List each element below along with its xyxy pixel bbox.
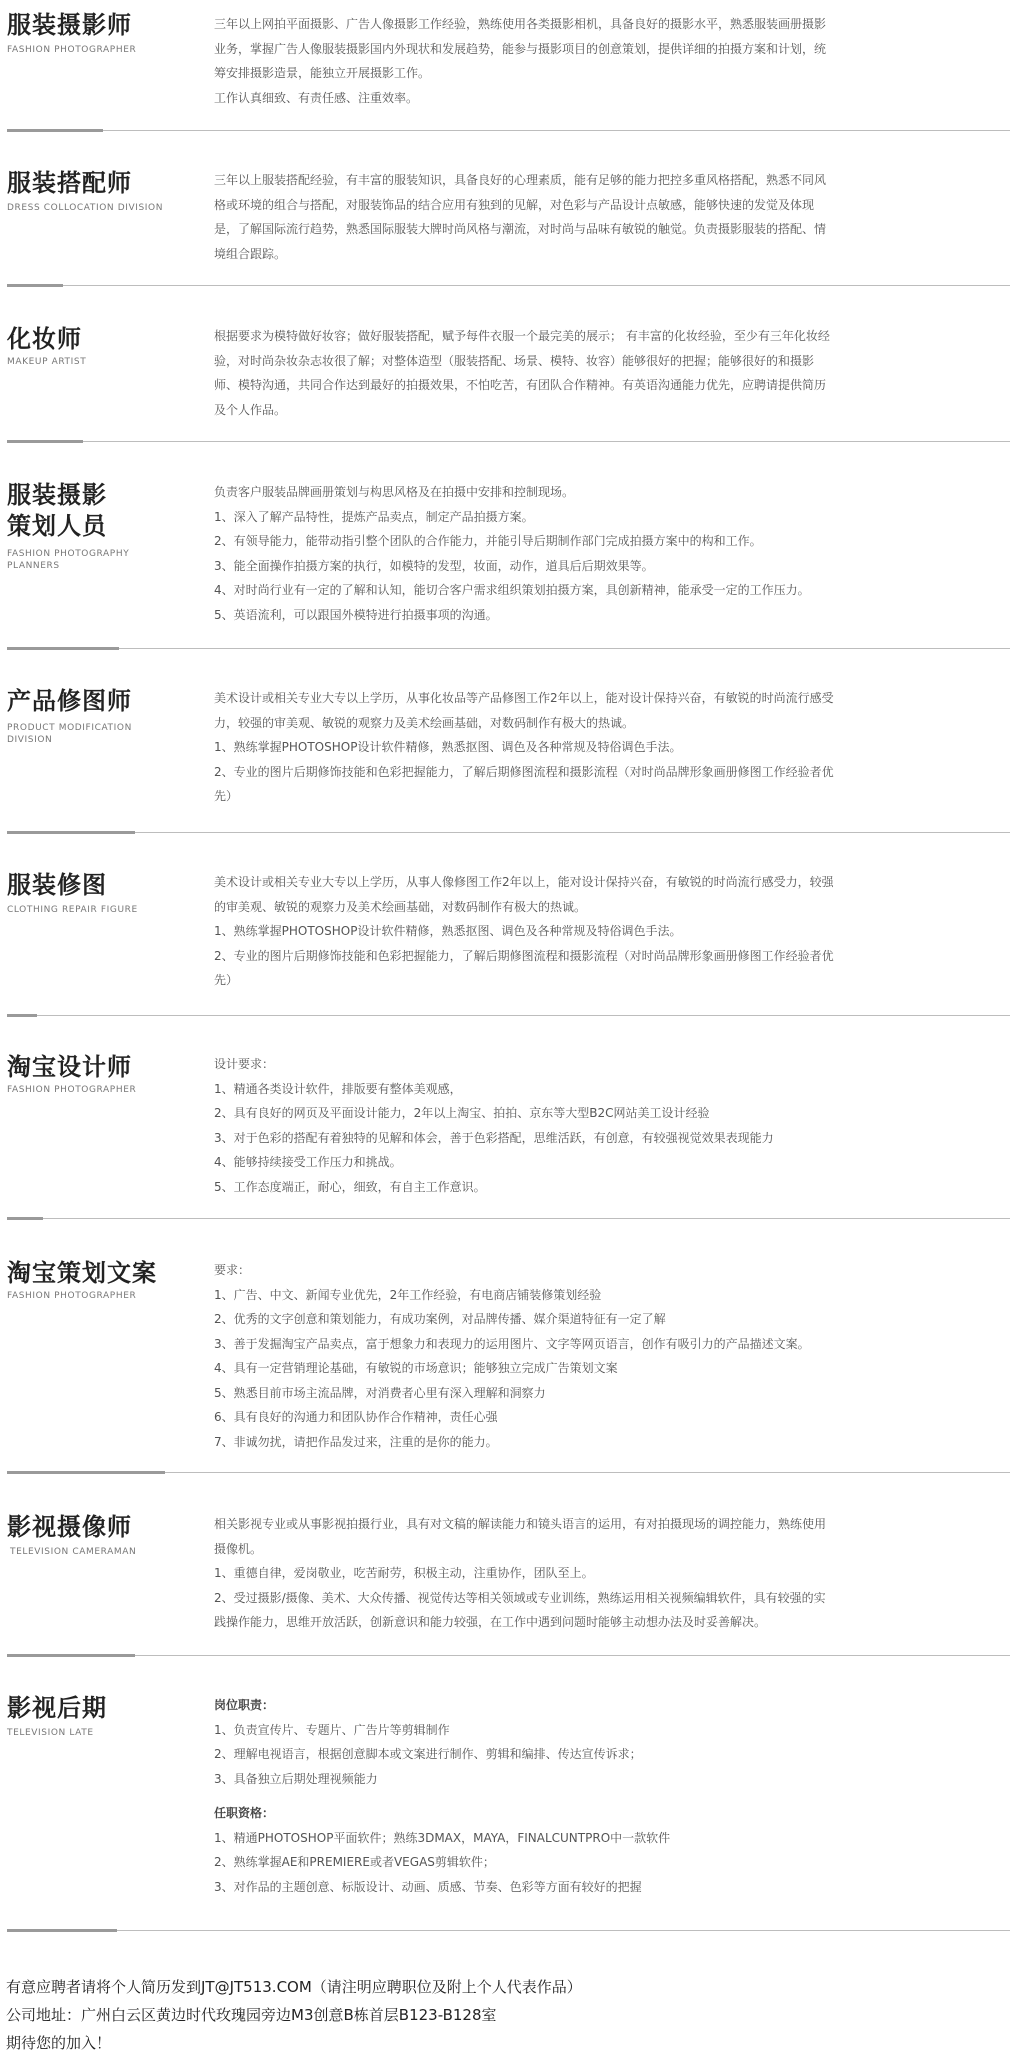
job-subtitle: FASHION PHOTOGRAPHY PLANNERS [7,549,130,571]
desc-line: 2、专业的图片后期修饰技能和色彩把握能力，了解后期修图流程和摄影流程（对时尚品牌形象画册修图工作经验者优 [214,948,834,963]
job-clothing-repair [0,870,1012,1000]
desc-line: 1、精通各类设计软件，排版要有整体美观感， [214,1081,462,1096]
footer-email-line: 有意应聘者请将个人简历发到JT@JT513.COM（请注明应聘职位及附上个人代表作品） [6,1978,582,1996]
desc-line: 1、熟练掌握PHOTOSHOP设计软件精修，熟悉抠图、调色及各种常规及特俗调色手法。 [214,740,682,754]
section-divider [7,832,1010,833]
desc-line: 的审美观、敏锐的观察力及美术绘画基础，对数码制作有极大的热诚。 [214,899,587,914]
job-television-late [0,1693,1012,1913]
desc-line: 及个人作品。 [214,402,287,417]
job-description [214,480,984,627]
job-description [214,1052,984,1199]
desc-line: 验，对时尚杂妆杂志妆很了解；对整体造型（服装搭配、场景、模特、妆容）能够很好的把握；能够很好的和摄影 [214,353,815,368]
section-divider [7,1015,1010,1016]
desc-line: 3、善于发掘淘宝产品卖点，富于想象力和表现力的运用图片、文字等网页语言，创作有吸引力的产品描述文案。 [214,1336,810,1351]
job-title: 影视后期 [7,1694,107,1722]
desc-line: 摄像机。 [214,1541,263,1556]
desc-line: 2、熟练掌握AE和PREMIERE或者VEGAS剪辑软件； [214,1855,495,1869]
desc-line: 2、优秀的文字创意和策划能力，有成功案例，对品牌传播、媒介渠道特征有一定了解 [214,1312,666,1326]
job-description [214,12,984,110]
footer-closing-line: 期待您的加入！ [6,2034,112,2052]
desc-line: 7、非诚勿扰，请把作品发过来，注重的是你的能力。 [214,1434,498,1449]
desc-line: 2、受过摄影/摄像、美术、大众传播、视觉传达等相关领域或专业训练，熟练运用相关视频编辑软件，具有较强的实 [214,1590,826,1605]
job-description [214,168,984,266]
job-subtitle: CLOTHING REPAIR FIGURE [7,905,138,915]
desc-line: 格或环境的组合与搭配，对服装饰品的结合应用有独到的见解，对色彩与产品设计点敏感，能够快速的发觉及体现 [214,197,815,212]
job-title-line: 服装摄影 [7,481,107,509]
job-taobao-copywriter [0,1258,1012,1458]
section-divider [7,285,1010,286]
desc-line: 5、熟悉目前市场主流品牌，对消费者心里有深入理解和洞察力 [214,1385,546,1400]
job-subtitle: FASHION PHOTOGRAPHER [7,45,137,55]
desc-line: 践操作能力，思维开放活跃，创新意识和能力较强，在工作中遇到问题时能够主动想办法及时妥善解决。 [214,1615,767,1629]
desc-line: 1、重德自律，爱岗敬业，吃苦耐劳，积极主动，注重协作，团队至上。 [214,1566,594,1580]
desc-line: 4、具有一定营销理论基础，有敏锐的市场意识；能够独立完成广告策划文案 [214,1361,618,1375]
job-description [214,324,984,422]
job-description [214,870,984,993]
desc-line: 师、模特沟通，共同合作达到最好的拍摄效果，不怕吃苦，有团队合作精神。有英语沟通能力优先，应聘请提供简历 [214,378,827,392]
desc-line: 业务，掌握广告人像服装摄影国内外现状和发展趋势，能参与摄影项目的创意策划，提供详细的拍摄方案和计划，统 [214,41,827,56]
section-label: 任职资格： [214,1806,275,1820]
desc-line: 先） [214,789,239,803]
section-divider [7,1655,1010,1656]
job-subtitle: FASHION PHOTOGRAPHER [7,1085,137,1095]
desc-line: 筹安排摄影造景，能独立开展摄影工作。 [214,66,431,80]
desc-line: 2、专业的图片后期修饰技能和色彩把握能力，了解后期修图流程和摄影流程（对时尚品牌形象画册修图工作经验者优 [214,764,834,779]
desc-line: 三年以上服装搭配经验，有丰富的服装知识，具备良好的心理素质，能有足够的能力把控多重风格搭配，熟悉不同风 [214,173,827,187]
job-subtitle: MAKEUP ARTIST [7,357,87,367]
job-title: 产品修图师 [7,687,132,715]
job-description [214,1258,984,1454]
desc-line: 1、深入了解产品特性，提炼产品卖点，制定产品拍摄方案。 [214,509,534,524]
job-fashion-photography-planners [0,480,1012,630]
job-makeup-artist [0,324,1012,434]
desc-line: 根据要求为模特做好妆容；做好服装搭配，赋予每件衣服一个最完美的展示； 有丰富的化妆经验，至少有三年化妆经 [214,329,830,343]
job-subtitle: PRODUCT MODIFICATION DIVISION [7,723,132,745]
job-dress-collocation [0,168,1012,278]
desc-line: 是，了解国际流行趋势，熟悉国际服装大牌时尚风格与潮流，对时尚与品味有敏锐的触觉。负责摄影服装的搭配、情 [214,222,827,236]
section-divider [7,441,1010,442]
job-description [214,686,984,809]
job-description [214,1512,984,1635]
desc-line: 5、工作态度端正，耐心，细致，有自主工作意识。 [214,1179,486,1194]
job-subtitle: FASHION PHOTOGRAPHER [7,1291,137,1301]
desc-line: 1、广告、中文、新闻专业优先，2年工作经验，有电商店铺装修策划经验 [214,1287,602,1302]
job-title [7,480,107,542]
desc-line: 2、理解电视语言，根据创意脚本或文案进行制作、剪辑和编排、传达宣传诉求； [214,1747,642,1761]
desc-line: 力，较强的审美观、敏锐的观察力及美术绘画基础，对数码制作有极大的热诚。 [214,715,635,730]
desc-line: 2、具有良好的网页及平面设计能力，2年以上淘宝、拍拍、京东等大型B2C网站美工设计经验 [214,1106,710,1120]
desc-line: 2、有领导能力，能带动指引整个团队的合作能力，并能引导后期制作部门完成拍摄方案中的构和工作。 [214,534,762,548]
job-subtitle: TELEVISION CAMERAMAN [10,1547,137,1557]
section-divider [7,1930,1010,1931]
desc-line: 设计要求： [214,1057,275,1071]
desc-line: 3、能全面操作拍摄方案的执行，如模特的发型，妆面，动作，道具后后期效果等。 [214,558,654,573]
desc-line: 要求： [214,1263,251,1277]
desc-line: 3、具备独立后期处理视频能力 [214,1771,378,1786]
desc-line: 4、对时尚行业有一定的了解和认知，能切合客户需求组织策划拍摄方案，具创新精神，能承受一定的工作压力。 [214,583,810,597]
desc-line: 相关影视专业或从事影视拍摄行业，具有对文稿的解读能力和镜头语言的运用，有对拍摄现场的调控能力，熟练使用 [214,1517,827,1531]
desc-line: 境组合跟踪。 [214,246,287,261]
job-title: 影视摄像师 [7,1513,132,1541]
job-taobao-designer [0,1052,1012,1202]
job-title: 服装修图 [7,871,107,899]
footer-address-line: 公司地址：广州白云区黄边时代玫瑰园旁边M3创意B栋首层B123-B128室 [6,2006,497,2024]
job-title: 服装摄影师 [7,11,132,39]
section-divider [7,130,1010,131]
job-subtitle: TELEVISION LATE [7,1728,94,1738]
job-product-modification [0,686,1012,816]
job-title-line: 策划人员 [7,512,107,540]
desc-line: 1、精通PHOTOSHOP平面软件；熟练3DMAX，MAYA，FINALCUNTPRO中一款软件 [214,1830,671,1845]
contact-footer [6,1973,582,2057]
desc-line: 工作认真细致、有责任感、注重效率。 [214,90,419,105]
desc-line: 美术设计或相关专业大专以上学历，从事化妆品等产品修图工作2年以上，能对设计保持兴奋，有敏锐的时尚流行感受 [214,691,834,705]
section-divider [7,648,1010,649]
desc-line: 3、对作品的主题创意、标版设计、动画、质感、节奏、色彩等方面有较好的把握 [214,1879,642,1894]
desc-line: 美术设计或相关专业大专以上学历，从事人像修图工作2年以上，能对设计保持兴奋，有敏锐的时尚流行感受力，较强 [214,875,834,889]
section-divider [7,1472,1010,1473]
job-description [214,1693,984,1899]
desc-line: 1、熟练掌握PHOTOSHOP设计软件精修，熟悉抠图、调色及各种常规及特俗调色手法。 [214,924,682,938]
desc-line: 5、英语流利，可以跟国外模特进行拍摄事项的沟通。 [214,607,498,622]
desc-line: 6、具有良好的沟通力和团队协作合作精神，责任心强 [214,1410,498,1424]
job-television-cameraman [0,1512,1012,1642]
desc-line: 三年以上网拍平面摄影、广告人像摄影工作经验，熟练使用各类摄影相机，具备良好的摄影水平，熟悉服装画册摄影 [214,17,827,31]
job-title: 化妆师 [7,325,82,353]
job-title: 服装搭配师 [7,169,132,197]
desc-line: 负责客户服装品牌画册策划与构思风格及在拍摄中安排和控制现场。 [214,485,575,499]
job-fashion-photographer [0,10,1012,120]
desc-line: 1、负责宣传片、专题片、广告片等剪辑制作 [214,1722,450,1737]
job-title: 淘宝设计师 [7,1053,132,1081]
desc-line: 先） [214,973,239,987]
job-title: 淘宝策划文案 [7,1259,157,1287]
desc-line: 4、能够持续接受工作压力和挑战。 [214,1155,402,1169]
desc-line: 3、对于色彩的搭配有着独特的见解和体会，善于色彩搭配，思维活跃，有创意，有较强视觉效果表现能力 [214,1130,774,1145]
job-subtitle: DRESS COLLOCATION DIVISION [7,203,164,213]
section-label: 岗位职责： [214,1698,275,1712]
section-divider [7,1218,1010,1219]
